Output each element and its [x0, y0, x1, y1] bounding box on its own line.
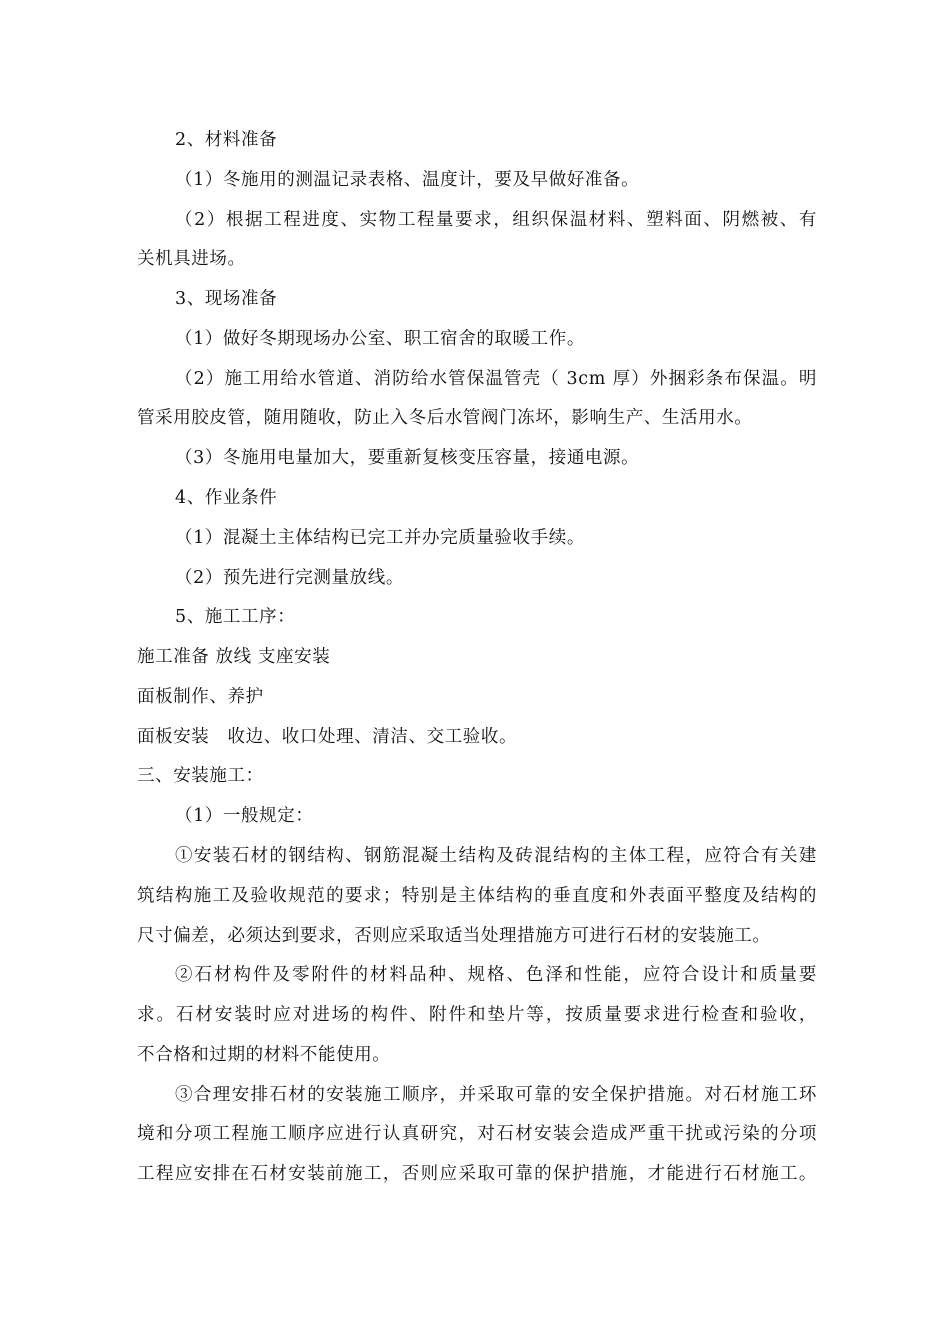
paragraph-line: 求。石材安装时应对进场的构件、附件和垫片等，按质量要求进行检查和验收， [137, 1005, 817, 1025]
procedure-step: 施工准备 放线 支座安装 [137, 647, 331, 667]
paragraph-line: 关机具进场。 [137, 249, 246, 269]
paragraph-line: （2）预先进行完测量放线。 [175, 568, 404, 588]
heading-conditions: 4、作业条件 [175, 488, 278, 508]
paragraph-line: （1）冬施用的测温记录表格、温度计，要及早做好准备。 [175, 170, 640, 190]
paragraph-line: 管采用胶皮管，随用随收，防止入冬后水管阀门冻坏，影响生产、生活用水。 [137, 408, 753, 428]
paragraph-line: ①安装石材的钢结构、钢筋混凝土结构及砖混结构的主体工程，应符合有关建 [175, 846, 817, 866]
paragraph-line: （1）混凝土主体结构已完工并办完质量验收手续。 [175, 528, 585, 548]
paragraph-line: 筑结构施工及验收规范的要求；特别是主体结构的垂直度和外表面平整度及结构的 [137, 886, 817, 906]
subheading-general-rules: （1）一般规定： [175, 806, 314, 826]
paragraph-line: ②石材构件及零附件的材料品种、规格、色泽和性能，应符合设计和质量要 [175, 965, 817, 985]
heading-materials: 2、材料准备 [175, 130, 278, 150]
paragraph-line: （2）根据工程进度、实物工程量要求，组织保温材料、塑料面、阴燃被、有 [175, 210, 817, 230]
section-heading-installation: 三、安装施工： [137, 766, 264, 786]
procedure-step: 面板安装 收边、收口处理、清洁、交工验收。 [137, 727, 518, 747]
paragraph-line: 尺寸偏差，必须达到要求，否则应采取适当处理措施方可进行石材的安装施工。 [137, 926, 771, 946]
paragraph-line: 工程应安排在石材安装前施工，否则应采取可靠的保护措施，才能进行石材施工。 [137, 1164, 817, 1184]
paragraph-line: （2）施工用给水管道、消防给水管保温管壳（ 3cm 厚）外捆彩条布保温。明 [175, 369, 817, 389]
paragraph-line: 境和分项工程施工顺序应进行认真研究，对石材安装会造成严重干扰或污染的分项 [137, 1124, 817, 1144]
paragraph-line: ③合理安排石材的安装施工顺序，并采取可靠的安全保护措施。对石材施工环 [175, 1085, 817, 1105]
paragraph-line: （3）冬施用电量加大，要重新复核变压容量，接通电源。 [175, 448, 640, 468]
paragraph-line: 不合格和过期的材料不能使用。 [137, 1045, 391, 1065]
paragraph-line: （1）做好冬期现场办公室、职工宿舍的取暖工作。 [175, 329, 585, 349]
heading-procedure: 5、施工工序： [175, 607, 296, 627]
heading-site: 3、现场准备 [175, 289, 278, 309]
procedure-step: 面板制作、养护 [137, 687, 264, 707]
